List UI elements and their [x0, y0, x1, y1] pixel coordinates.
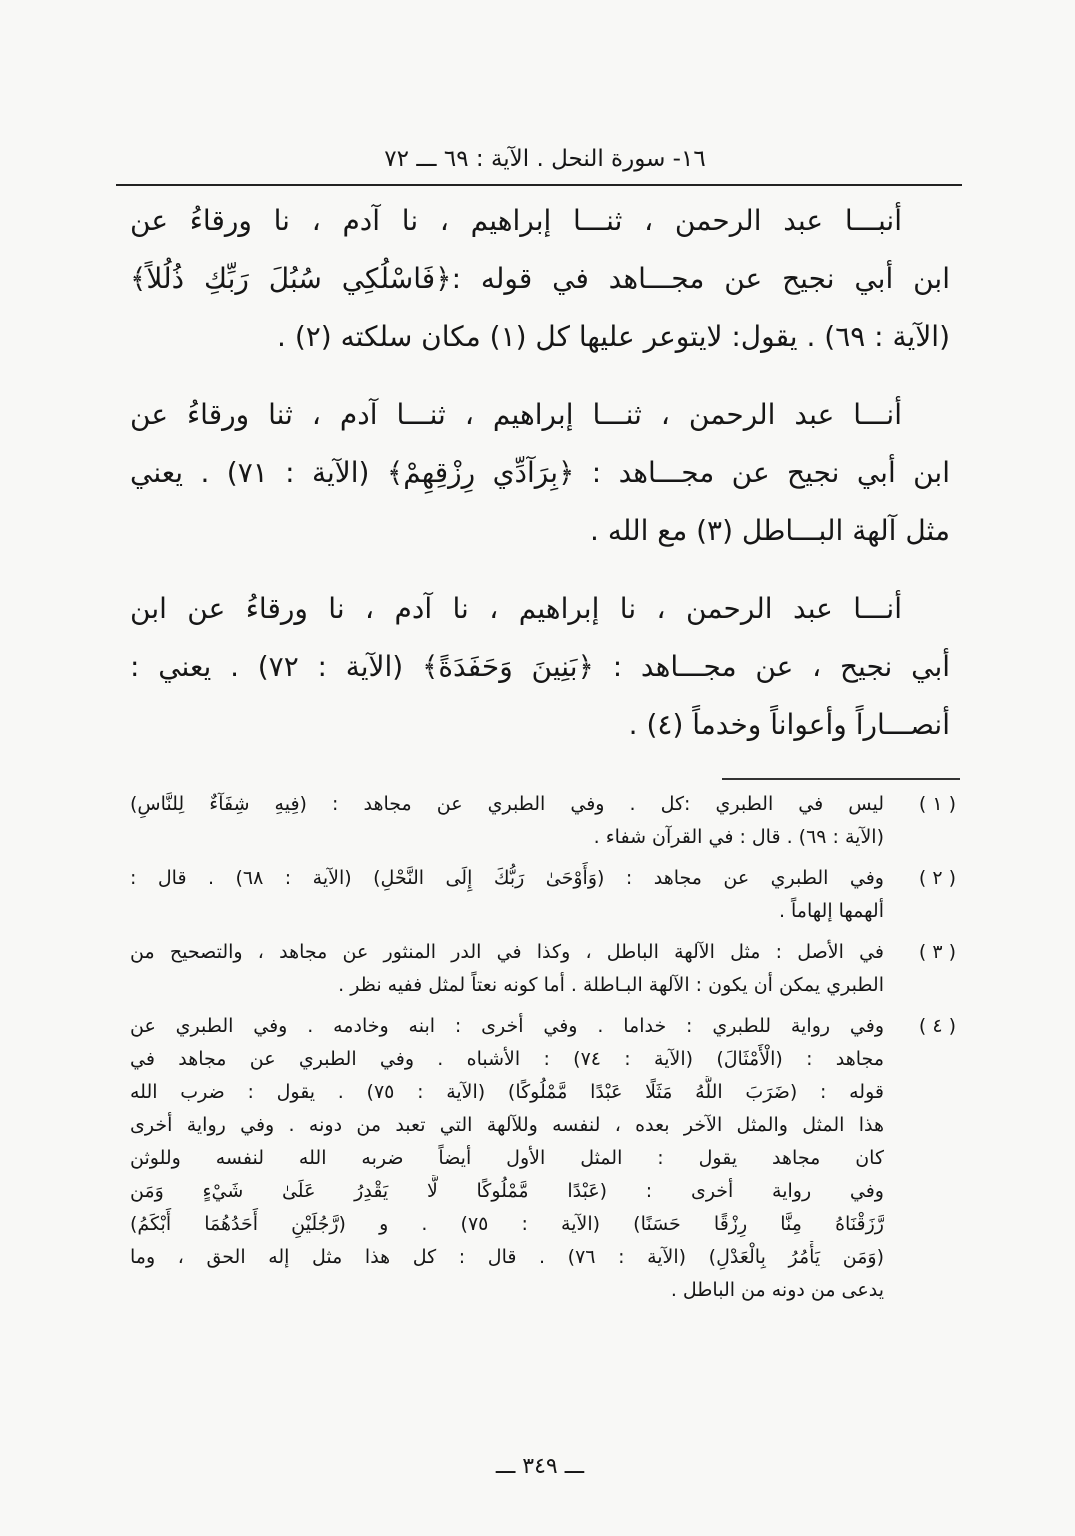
- footnote-line: وفي رواية للطبري : خداما . وفي أخرى : ابنه وخادمه . وفي الطبري عن: [130, 1015, 884, 1037]
- footnote-line: مجاهد : (الْأَمْثَالَ) (الآية : ٧٤) : الأشباه . وفي الطبري عن مجاهد في: [130, 1048, 884, 1070]
- footnote-line: وفي رواية أخرى : (عَبْدًا مَّمْلُوكًا لَّا يَقْدِرُ عَلَىٰ شَيْءٍ وَمَن: [130, 1180, 884, 1202]
- text-line: (الآية : ٦٩) . يقول: لايتوعر عليها كل (١) مكان سلكته (٢) .: [277, 320, 950, 353]
- footnote-number: ( ١ ): [918, 793, 956, 815]
- footnote-line: يدعى من دونه من الباطل .: [670, 1279, 884, 1301]
- running-header: ١٦- سورة النحل . الآية : ٦٩ ـــ ٧٢: [384, 146, 706, 172]
- footnote-number: ( ٤ ): [918, 1015, 956, 1037]
- footnote-number: ( ٢ ): [918, 867, 956, 889]
- footnote-line: ألهمها إلهاماً .: [778, 900, 884, 922]
- text-line: مثل آلهة البـــاطل (٣) مع الله .: [590, 514, 950, 547]
- footnote-line: قوله : (ضَرَبَ اللَّهُ مَثَلًا عَبْدًا مَّمْلُوكًا) (الآية : ٧٥) . يقول : ضرب الله: [130, 1081, 884, 1103]
- footnote-line: في الأصل : مثل الآلهة الباطل ، وكذا في الدر المنثور عن مجاهد ، والتصحيح من: [130, 941, 884, 963]
- footnote-line: الطبري يمكن أن يكون : الآلهة البـاطلة . أما كونه نعتاً لمثل ففيه نظر .: [338, 974, 884, 996]
- main-text: [130, 192, 950, 774]
- paragraph-3: [130, 580, 950, 754]
- text-line: أنصـــاراً وأعواناً وخدماً (٤) .: [628, 708, 950, 741]
- footnote-line: هذا المثل والمثل الآخر بعده ، لنفسه وللآلهة التي تعبد من دونه . وفي رواية أخرى: [130, 1114, 884, 1136]
- text-line: أبي نجيح ، عن مجـــاهد : ﴿بَنِينَ وَحَفَدَةً﴾ (الآية : ٧٢) . يعني :: [130, 650, 950, 683]
- footnote-line: وفي الطبري عن مجاهد : (وَأَوْحَىٰ رَبُّكَ إِلَى النَّحْلِ) (الآية : ٦٨) . قال :: [130, 867, 884, 889]
- footnote-divider: [722, 778, 960, 780]
- paragraph-1: [130, 192, 950, 366]
- footnote-1: [130, 788, 956, 854]
- footnote-line: ليس في الطبري :كل . وفي الطبري عن مجاهد : (فِيهِ شِفَآءٌ لِلنَّاسِ): [130, 793, 884, 815]
- text-line: ابن أبي نجيح عن مجـــاهد : ﴿بِرَآدِّي رِزْقِهِمْ﴾ (الآية : ٧١) . يعني: [130, 456, 950, 489]
- footnote-line: كان مجاهد يقول : المثل الأول أيضاً ضربه الله لنفسه وللوثن: [130, 1147, 884, 1169]
- text-line: ابن أبي نجيح عن مجـــاهد في قوله :﴿فَاسْلُكِي سُبُلَ رَبِّكِ ذُلُلاً﴾: [130, 262, 950, 295]
- footnote-3: [130, 936, 956, 1002]
- header-divider: [116, 184, 962, 186]
- footnote-line: (الآية : ٦٩) . قال : في القرآن شفاء .: [593, 826, 884, 848]
- text-line: أنـــا عبد الرحمن ، ثنـــا إبراهيم ، ثنـــا آدم ، ثنا ورقاءُ عن: [130, 398, 902, 431]
- footnotes: [130, 788, 956, 1315]
- footnote-2: [130, 862, 956, 928]
- text-line: أنبـــا عبد الرحمن ، ثنـــا إبراهيم ، نا آدم ، نا ورقاءُ عن: [130, 204, 902, 237]
- page-number: ـــ ٣٤٩ ـــ: [495, 1454, 585, 1479]
- footnote-number: ( ٣ ): [918, 941, 956, 963]
- footnote-line: (وَمَن يَأْمُرُ بِالْعَدْلِ) (الآية : ٧٦) . قال : كل هذا مثل إله الحق ، وما: [130, 1246, 884, 1268]
- footnote-line: رَّزَقْنَاهُ مِنَّا رِزْقًا حَسَنًا) (الآية : ٧٥) . و (رَّجُلَيْنِ أَحَدُهُمَا أَبْكَمُ): [130, 1213, 884, 1235]
- paragraph-2: [130, 386, 950, 560]
- footnote-4: [130, 1010, 956, 1307]
- text-line: أنـــا عبد الرحمن ، نا إبراهيم ، نا آدم ، نا ورقاءُ عن ابن: [130, 592, 902, 625]
